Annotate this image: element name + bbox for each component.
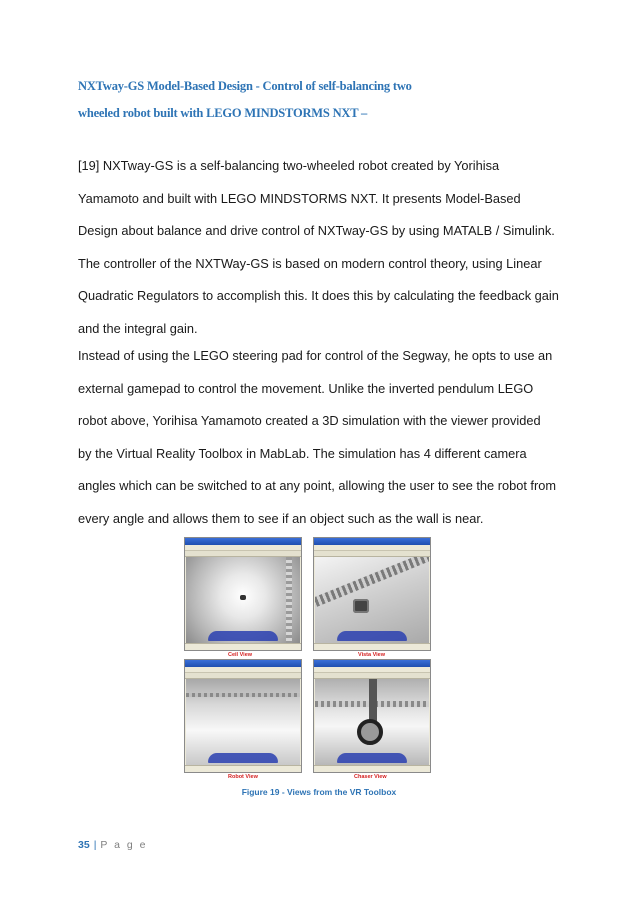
wall-edge xyxy=(286,557,292,643)
paragraph-line: every angle and allows them to see if an object such as the wall is near. xyxy=(78,510,484,526)
paragraph-line: robot above, Yorihisa Yamamoto created a 3D simulation with the viewer provided xyxy=(78,413,541,429)
vr-toolbox-figure xyxy=(184,537,434,780)
chaser-view-window xyxy=(313,659,431,773)
paragraph-line: Yamamoto and built with LEGO MINDSTORMS NXT. It presents Model-Based xyxy=(78,190,521,206)
paragraph-line: by the Virtual Reality Toolbox in MabLab. The simulation has 4 different camera xyxy=(78,445,527,461)
window-titlebar xyxy=(185,538,301,545)
page-label: P a g e xyxy=(100,839,148,851)
paragraph-line: angles which can be switched to at any point, allowing the user to see the robot from xyxy=(78,478,557,494)
window-titlebar xyxy=(314,660,430,667)
panel-caption: Vista View xyxy=(358,652,386,658)
navigation-pad xyxy=(208,753,278,763)
paragraph-line: [19] NXTway-GS is a self-balancing two-wheeled robot created by Yorihisa xyxy=(78,158,500,173)
paragraph-1 xyxy=(78,158,578,354)
robot-view-window xyxy=(184,659,302,773)
window-titlebar xyxy=(314,538,430,545)
wall-band xyxy=(186,693,300,697)
panel-caption: Chaser View xyxy=(354,774,387,780)
paragraph-line: external gamepad to control the movement. Unlike the inverted pendulum LEGO xyxy=(78,380,534,396)
page-number: 35 xyxy=(78,839,90,851)
window-statusbar xyxy=(185,765,301,772)
robot-wheel xyxy=(357,719,383,745)
navigation-pad xyxy=(337,631,407,641)
chaser-view-scene xyxy=(315,679,429,765)
robot-icon xyxy=(240,595,246,600)
window-statusbar xyxy=(314,643,430,650)
ceil-view-scene xyxy=(186,557,300,643)
section-heading-line-2: wheeled robot built with LEGO MINDSTORMS NXT – xyxy=(78,106,368,120)
panel-caption: Ceil View xyxy=(228,652,253,658)
window-statusbar xyxy=(185,643,301,650)
figure-caption: Figure 19 - Views from the VR Toolbox xyxy=(241,787,397,797)
vista-view-scene xyxy=(315,557,429,643)
paragraph-2 xyxy=(78,348,578,544)
paragraph-line: and the integral gain. xyxy=(78,320,198,336)
robot-icon xyxy=(353,599,369,613)
wall-segment xyxy=(315,557,429,609)
window-statusbar xyxy=(314,765,430,772)
paragraph-line: Design about balance and drive control of NXTway-GS by using MATALB / Simulink. xyxy=(78,223,555,239)
navigation-pad xyxy=(208,631,278,641)
window-titlebar xyxy=(185,660,301,667)
paragraph-line: Quadratic Regulators to accomplish this. It does this by calculating the feedback gain xyxy=(78,288,559,304)
section-heading-line-1: NXTway-GS Model-Based Design - Control of self-balancing two xyxy=(78,79,412,93)
panel-caption: Robot View xyxy=(228,774,258,780)
ceil-view-window xyxy=(184,537,302,651)
paragraph-line: The controller of the NXTWay-GS is based on modern control theory, using Linear xyxy=(78,255,542,271)
paragraph-line: Instead of using the LEGO steering pad for control of the Segway, he opts to use an xyxy=(78,348,553,363)
page-footer xyxy=(78,839,148,851)
footer-separator: | xyxy=(93,839,97,851)
vista-view-window xyxy=(313,537,431,651)
robot-view-scene xyxy=(186,679,300,765)
navigation-pad xyxy=(337,753,407,763)
